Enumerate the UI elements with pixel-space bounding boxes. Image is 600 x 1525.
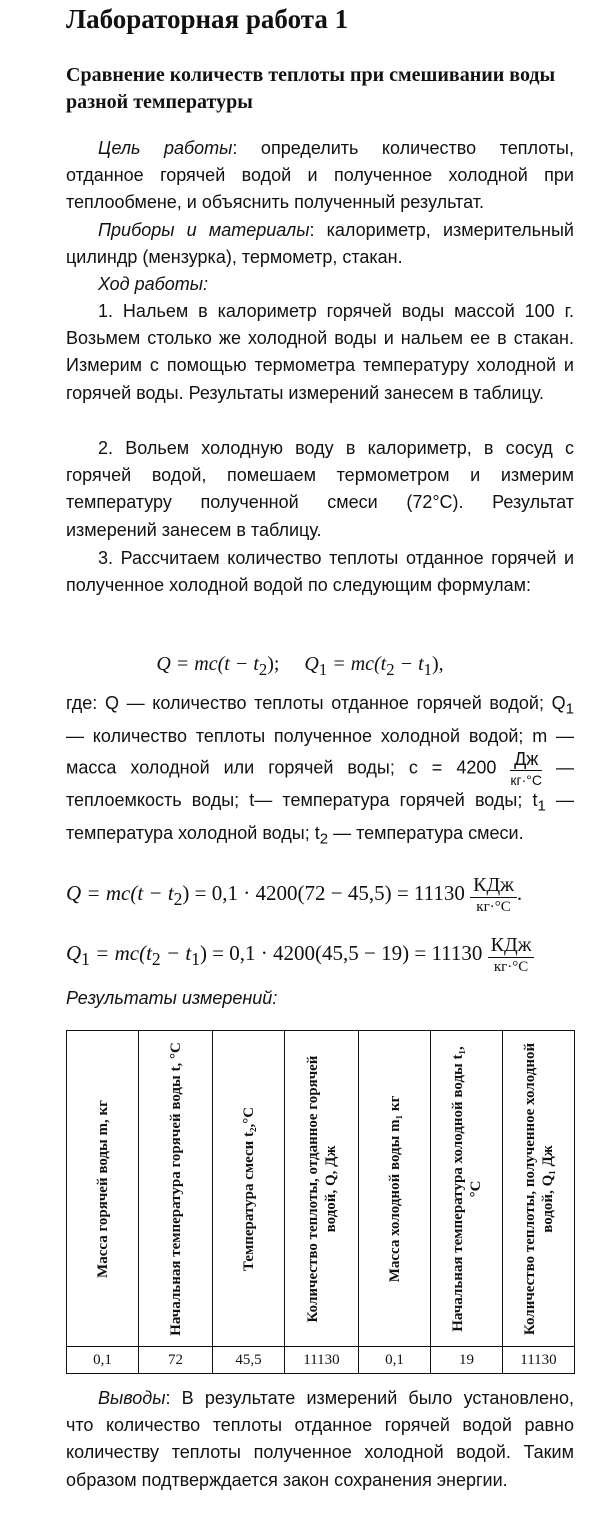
procedure-step-3: 3. Рассчитаем количество теплоты отданное горячей и полученное холодной водой по следующим формулам: <box>66 548 574 596</box>
calc1-unit-fraction <box>470 875 517 915</box>
header-cold-temp: Начальная температура холодной воды t₁,°С <box>449 1045 484 1332</box>
legend-part1: где: Q — количество теплоты отданное горячей водой; Q <box>66 693 566 713</box>
formula-q1-body: = mc(t <box>327 653 387 675</box>
page-title: Лабораторная работа 1 <box>66 4 349 34</box>
conclusion-text: : В результате измерений было установлено, что количество теплоты отданное горячей водой равно количеству теплоты полученное холодной водой. Таким образом подтверждается закон сохранения энергии. <box>66 1388 574 1490</box>
table-cell: 19 <box>431 1347 503 1374</box>
header-cold-mass: Масса холодной воды m₁ кг <box>386 1095 403 1282</box>
procedure-colon: : <box>202 274 208 294</box>
table-header-cell <box>139 1031 213 1347</box>
page-subtitle: Сравнение количеств теплоты при смешивании воды разной температуры <box>66 64 556 113</box>
equipment-text: : калориметр, измерительный цилиндр (мензурка), термометр, стакан. <box>66 220 574 268</box>
conclusion-label: Выводы <box>98 1388 166 1408</box>
legend-part2: — количество теплоты полученное холодной водой; m — масса холодной или горячей воды; c = 4200 <box>66 725 574 778</box>
table-header-cell <box>285 1031 359 1347</box>
legend-paragraph <box>66 690 574 853</box>
table-cell: 11130 <box>503 1347 575 1374</box>
calc2-unit-den: кг·°С <box>493 959 529 975</box>
formula-q1-minus: − t <box>394 653 424 675</box>
procedure-heading <box>66 271 574 298</box>
formula-q1-sub3: 1 <box>423 660 432 679</box>
table-header-cell <box>431 1031 503 1347</box>
calc-cold-water <box>66 935 534 975</box>
calc1-unit-den: кг·°С <box>476 899 511 915</box>
procedure-step-2: 2. Вольем холодную воду в калориметр, в сосуд с горячей водой, помешаем термометром и измерим температуру полученной смеси (72°С). Результат измерений занесем в таблицу. <box>66 438 574 540</box>
legend-unit-den: кг·°С <box>510 772 542 788</box>
calc2-sub3: 1 <box>191 949 200 969</box>
results-table <box>66 1030 575 1374</box>
header-mix-temp: Температура смеси t₂,°С <box>240 1106 257 1271</box>
formula-main <box>0 653 600 680</box>
table-header-cell <box>67 1031 139 1347</box>
calc2-unit-fraction <box>488 935 535 975</box>
legend-sub1b: 1 <box>537 797 546 815</box>
legend-part4: — температура холодной воды; t <box>66 790 574 843</box>
calc2-expr-mid: − t <box>160 940 192 965</box>
calc2-expr-end: ) = 0,1 · 4200(45,5 − 19) = 11130 <box>199 940 483 965</box>
goal-paragraph <box>66 135 574 217</box>
legend-sub1: 1 <box>565 700 574 718</box>
table-header-row <box>67 1031 575 1347</box>
table-cell: 11130 <box>285 1347 359 1374</box>
calc1-expr-end: ) = 0,1 · 4200(72 − 45,5) = 11130 <box>182 880 465 905</box>
calc1-sub: 2 <box>173 889 183 909</box>
header-hot-temp: Начальная температура горячей воды t, °С <box>167 1041 184 1336</box>
formula-q1: Q <box>304 653 319 675</box>
legend-sub2: 2 <box>319 830 329 848</box>
calc2-sub2: 2 <box>151 949 161 969</box>
calc1-expr: Q = mc(t − t <box>66 880 174 905</box>
table-cell: 0,1 <box>67 1347 139 1374</box>
calc2-unit-num: КДж <box>488 935 535 958</box>
legend-unit-fraction <box>510 750 542 787</box>
formula-q1-close: ), <box>431 653 444 675</box>
procedure-step-1: 1. Нальем в калориметр горячей воды массой 100 г. Возьмем столько же холодной воды и нальем ее в стакан. Измерим с помощью термометра температуру холодной и горячей воды. Результаты измерений занесем в таблицу. <box>66 301 574 403</box>
calc1-unit-num: КДж <box>470 875 517 898</box>
formula-q1-sub: 1 <box>318 660 328 679</box>
table-row <box>67 1347 575 1374</box>
calc-hot-water <box>66 875 522 915</box>
goal-text: : определить количество теплоты, отданное горячей водой и полученное холодной при теплообмене, и объяснить полученный результат. <box>66 138 574 213</box>
calc2-sub1: 1 <box>81 949 90 969</box>
formula-q-sub: 2 <box>258 660 268 679</box>
equipment-label: Приборы и материалы <box>98 220 310 240</box>
header-hot-mass: Масса горячей воды m, кг <box>94 1099 111 1278</box>
goal-label: Цель работы <box>98 138 233 158</box>
legend-unit-num: Дж <box>510 750 542 771</box>
calc2-q: Q <box>66 940 82 965</box>
header-heat-received: Количество теплоты, полученное холодной водой, Q₁ Дж <box>521 1042 556 1335</box>
procedure-label: Ход работы <box>98 274 203 294</box>
formula-q-end: ); <box>267 653 280 675</box>
legend-part5: — температура смеси. <box>328 822 524 843</box>
formula-q: Q = mc(t − t <box>156 653 259 675</box>
table-cell: 45,5 <box>213 1347 285 1374</box>
results-label: Результаты измерений: <box>66 988 278 1008</box>
calc2-expr: = mc(t <box>89 940 152 965</box>
equipment-paragraph <box>66 217 574 271</box>
header-heat-given: Количество теплоты, отданное горячей водой, Q, Дж <box>304 1055 339 1322</box>
table-header-cell <box>359 1031 431 1347</box>
table-header-cell <box>213 1031 285 1347</box>
formula-q1-sub2: 2 <box>386 660 395 679</box>
legend-part3: — теплоемкость воды; t— температура горячей воды; t <box>66 757 574 810</box>
table-cell: 0,1 <box>359 1347 431 1374</box>
calc1-tail: . <box>516 880 523 905</box>
conclusion-paragraph <box>66 1385 574 1494</box>
table-cell: 72 <box>139 1347 213 1374</box>
table-header-cell <box>503 1031 575 1347</box>
